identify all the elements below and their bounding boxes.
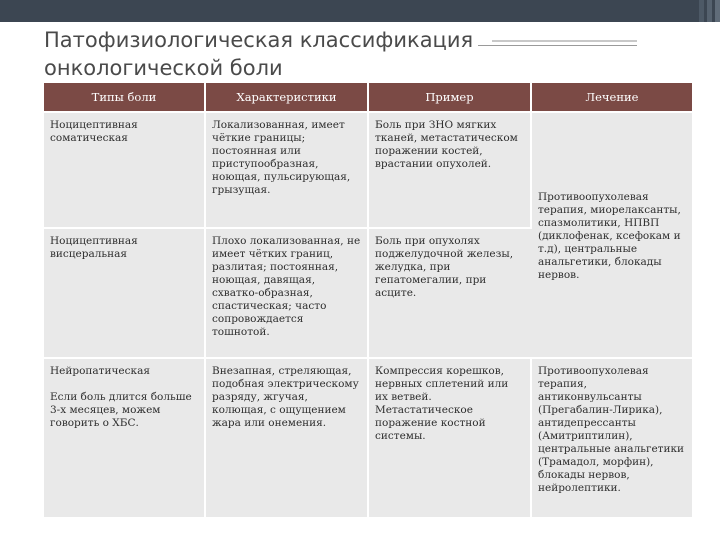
header-pain-type: Типы боли (44, 83, 205, 112)
pain-type-label: Нейропатическая (50, 365, 150, 377)
cell-treatment: Противоопухолевая терапия, миорелаксанты, спазмолитики, НПВП (диклофенак, ксефокам и т.д), центральные анальгетики, блокады нервов. (531, 112, 692, 358)
cell-example: Боль при ЗНО мягких тканей, метастатическом поражении костей, врастании опухолей. (368, 112, 531, 228)
cell-example: Боль при опухолях поджелудочной железы, желудка, при гепатомегалии, при асците. (368, 228, 531, 358)
title-line-2: онкологической боли (44, 56, 283, 80)
title-line-1: Патофизиологическая классификация (44, 28, 474, 52)
title-decoration-line (478, 45, 637, 46)
top-bar (0, 0, 720, 22)
title-decoration-line (492, 40, 637, 42)
cell-pain-type (44, 358, 205, 518)
table-row (44, 112, 692, 228)
header-example: Пример (368, 83, 531, 112)
table-header-row (44, 83, 692, 112)
slide-title (44, 26, 604, 82)
table-row (44, 358, 692, 518)
cell-example: Компрессия корешков, нервных сплетений или их ветвей. Метастатическое поражение костной системы. (368, 358, 531, 518)
pain-type-note: Если боль длится больше 3-х месяцев, можем говорить о ХБС. (50, 391, 192, 429)
top-bar-decoration (696, 0, 720, 22)
cell-characteristics: Локализованная, имеет чёткие границы; постоянная или приступообразная, ноющая, пульсирующая, грызущая. (205, 112, 368, 228)
cell-treatment: Противоопухолевая терапия, антиконвульсанты (Прегабалин-Лирика), антидепрессанты (Амитриптилин), центральные анальгетики (Трамадол, морфин), блокады нервов, нейролептики. (531, 358, 692, 518)
cell-characteristics: Внезапная, стреляющая, подобная электрическому разряду, жгучая, колющая, с ощущением жара или онемения. (205, 358, 368, 518)
header-characteristics: Характеристики (205, 83, 368, 112)
cell-pain-type: Ноцицептивная висцеральная (44, 228, 205, 358)
pain-classification-table (44, 83, 692, 519)
cell-characteristics: Плохо локализованная, не имеет чётких границ, разлитая; постоянная, ноющая, давящая, схватко-образная, спастическая; часто сопровождается тошнотой. (205, 228, 368, 358)
cell-pain-type: Ноцицептивная соматическая (44, 112, 205, 228)
header-treatment: Лечение (531, 83, 692, 112)
